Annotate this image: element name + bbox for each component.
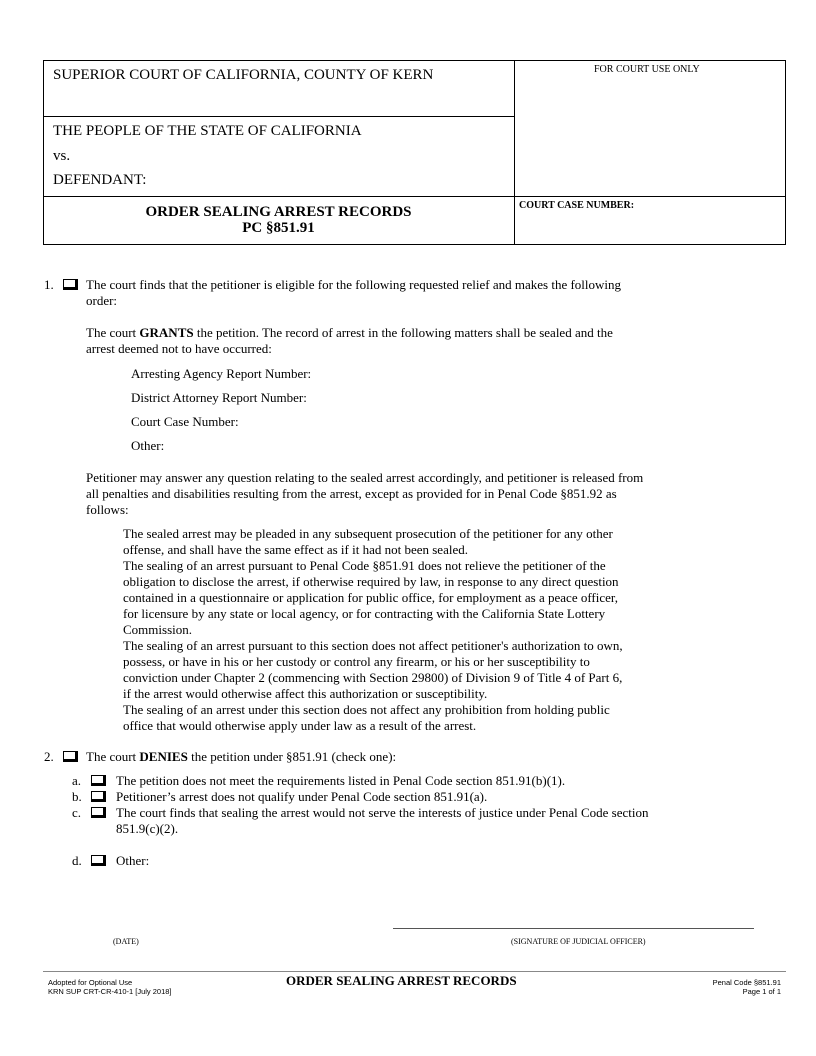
footer-right [640, 978, 781, 996]
item2-checkbox[interactable] [63, 751, 78, 762]
option-d-text: Other: [116, 853, 150, 868]
form-title [43, 204, 514, 236]
signature-line[interactable] [393, 928, 754, 929]
form-title-line2: PC §851.91 [242, 220, 315, 236]
caption-divider-vertical [514, 60, 515, 245]
option-c-text: The court finds that sealing the arrest would not serve the interests of justice under Penal Code section 851.9(c)(2). [116, 805, 649, 836]
petitioner-paragraph: Petitioner may answer any question relating to the sealed arrest accordingly, and petitioner is released from all penalties and disabilities resulting from the arrest, except as provided for in Penal Code §851.92 as follows: [86, 470, 644, 517]
conditions-paragraph: The sealed arrest may be pleaded in any subsequent prosecution of the petitioner for any other offense, and shall have the same effect as if it had not been sealed. The sealing of an arrest pursuant to Penal Code §851.91 does not relieve the petitioner of the obligation to disclose the arrest, if otherwise required by law, in response to any direct question contained in a questionnaire or application for public office, for employment as a peace officer, for licensure by any state or local agency, or for contracting with the California State Lottery Commission. The sealing of an arrest pursuant to this section does not affect petitioner's authorization to own, possess, or have in his or her custody or control any firearm, or his or her susceptibility to conviction under Chapter 2 (commencing with Section 29800) of Division 9 of Title 4 of Part 6, if the arrest would otherwise affect this authorization or susceptibility. The sealing of an arrest under this section does not affect any prohibition from holding public office that would otherwise apply under law as a result of the arrest. [123, 526, 623, 733]
denies-word: DENIES [139, 749, 188, 764]
option-b-checkbox[interactable] [91, 791, 106, 802]
grants-word: GRANTS [139, 325, 194, 340]
footer-penal-code: Penal Code §851.91 [712, 978, 781, 987]
option-c-checkbox[interactable] [91, 807, 106, 818]
footer-form-number: KRN SUP CRT-CR-410-1 [July 2018] [48, 987, 172, 996]
grants-paragraph: The court GRANTS the petition. The record of arrest in the following matters shall be sealed and the arrest deemed not to have occurred: [86, 325, 613, 356]
case-number-label: COURT CASE NUMBER: [519, 200, 635, 211]
signature-label: (SIGNATURE OF JUDICIAL OFFICER) [511, 937, 646, 946]
option-c-letter: c. [72, 805, 82, 820]
date-label: (DATE) [113, 937, 139, 946]
item2-text: The court DENIES the petition under §851.91 (check one): [86, 749, 397, 764]
defendant-label: DEFENDANT: [53, 172, 147, 188]
people-label: THE PEOPLE OF THE STATE OF CALIFORNIA [53, 123, 362, 139]
caption-divider-full [43, 196, 786, 197]
item1-text: The court finds that the petitioner is eligible for the following requested relief and makes the following order: [86, 277, 622, 308]
option-d-checkbox[interactable] [91, 855, 106, 866]
footer-title: ORDER SEALING ARREST RECORDS [286, 973, 517, 988]
field-arresting-agency: Arresting Agency Report Number: [131, 366, 312, 381]
item1-number: 1. [44, 277, 54, 292]
caption-divider-left [43, 116, 514, 117]
item2-number: 2. [44, 749, 54, 764]
option-a-letter: a. [72, 773, 82, 788]
option-a-checkbox[interactable] [91, 775, 106, 786]
court-name: SUPERIOR COURT OF CALIFORNIA, COUNTY OF KERN [53, 67, 434, 83]
form-title-line1: ORDER SEALING ARREST RECORDS [145, 204, 412, 220]
field-other: Other: [131, 438, 165, 453]
court-use-only-label: FOR COURT USE ONLY [594, 64, 700, 75]
option-d-letter: d. [72, 853, 82, 868]
footer-left [48, 978, 172, 996]
footer-rule [43, 971, 786, 972]
option-b-text: Petitioner’s arrest does not qualify under Penal Code section 851.91(a). [116, 789, 488, 804]
option-b-letter: b. [72, 789, 82, 804]
footer-page: Page 1 of 1 [742, 987, 781, 996]
item1-checkbox[interactable] [63, 279, 78, 290]
footer-adopted: Adopted for Optional Use [48, 978, 133, 987]
vs-label: vs. [53, 148, 71, 164]
field-district-attorney: District Attorney Report Number: [131, 390, 307, 405]
option-a-text: The petition does not meet the requirements listed in Penal Code section 851.91(b)(1). [116, 773, 566, 788]
field-court-case-number: Court Case Number: [131, 414, 239, 429]
